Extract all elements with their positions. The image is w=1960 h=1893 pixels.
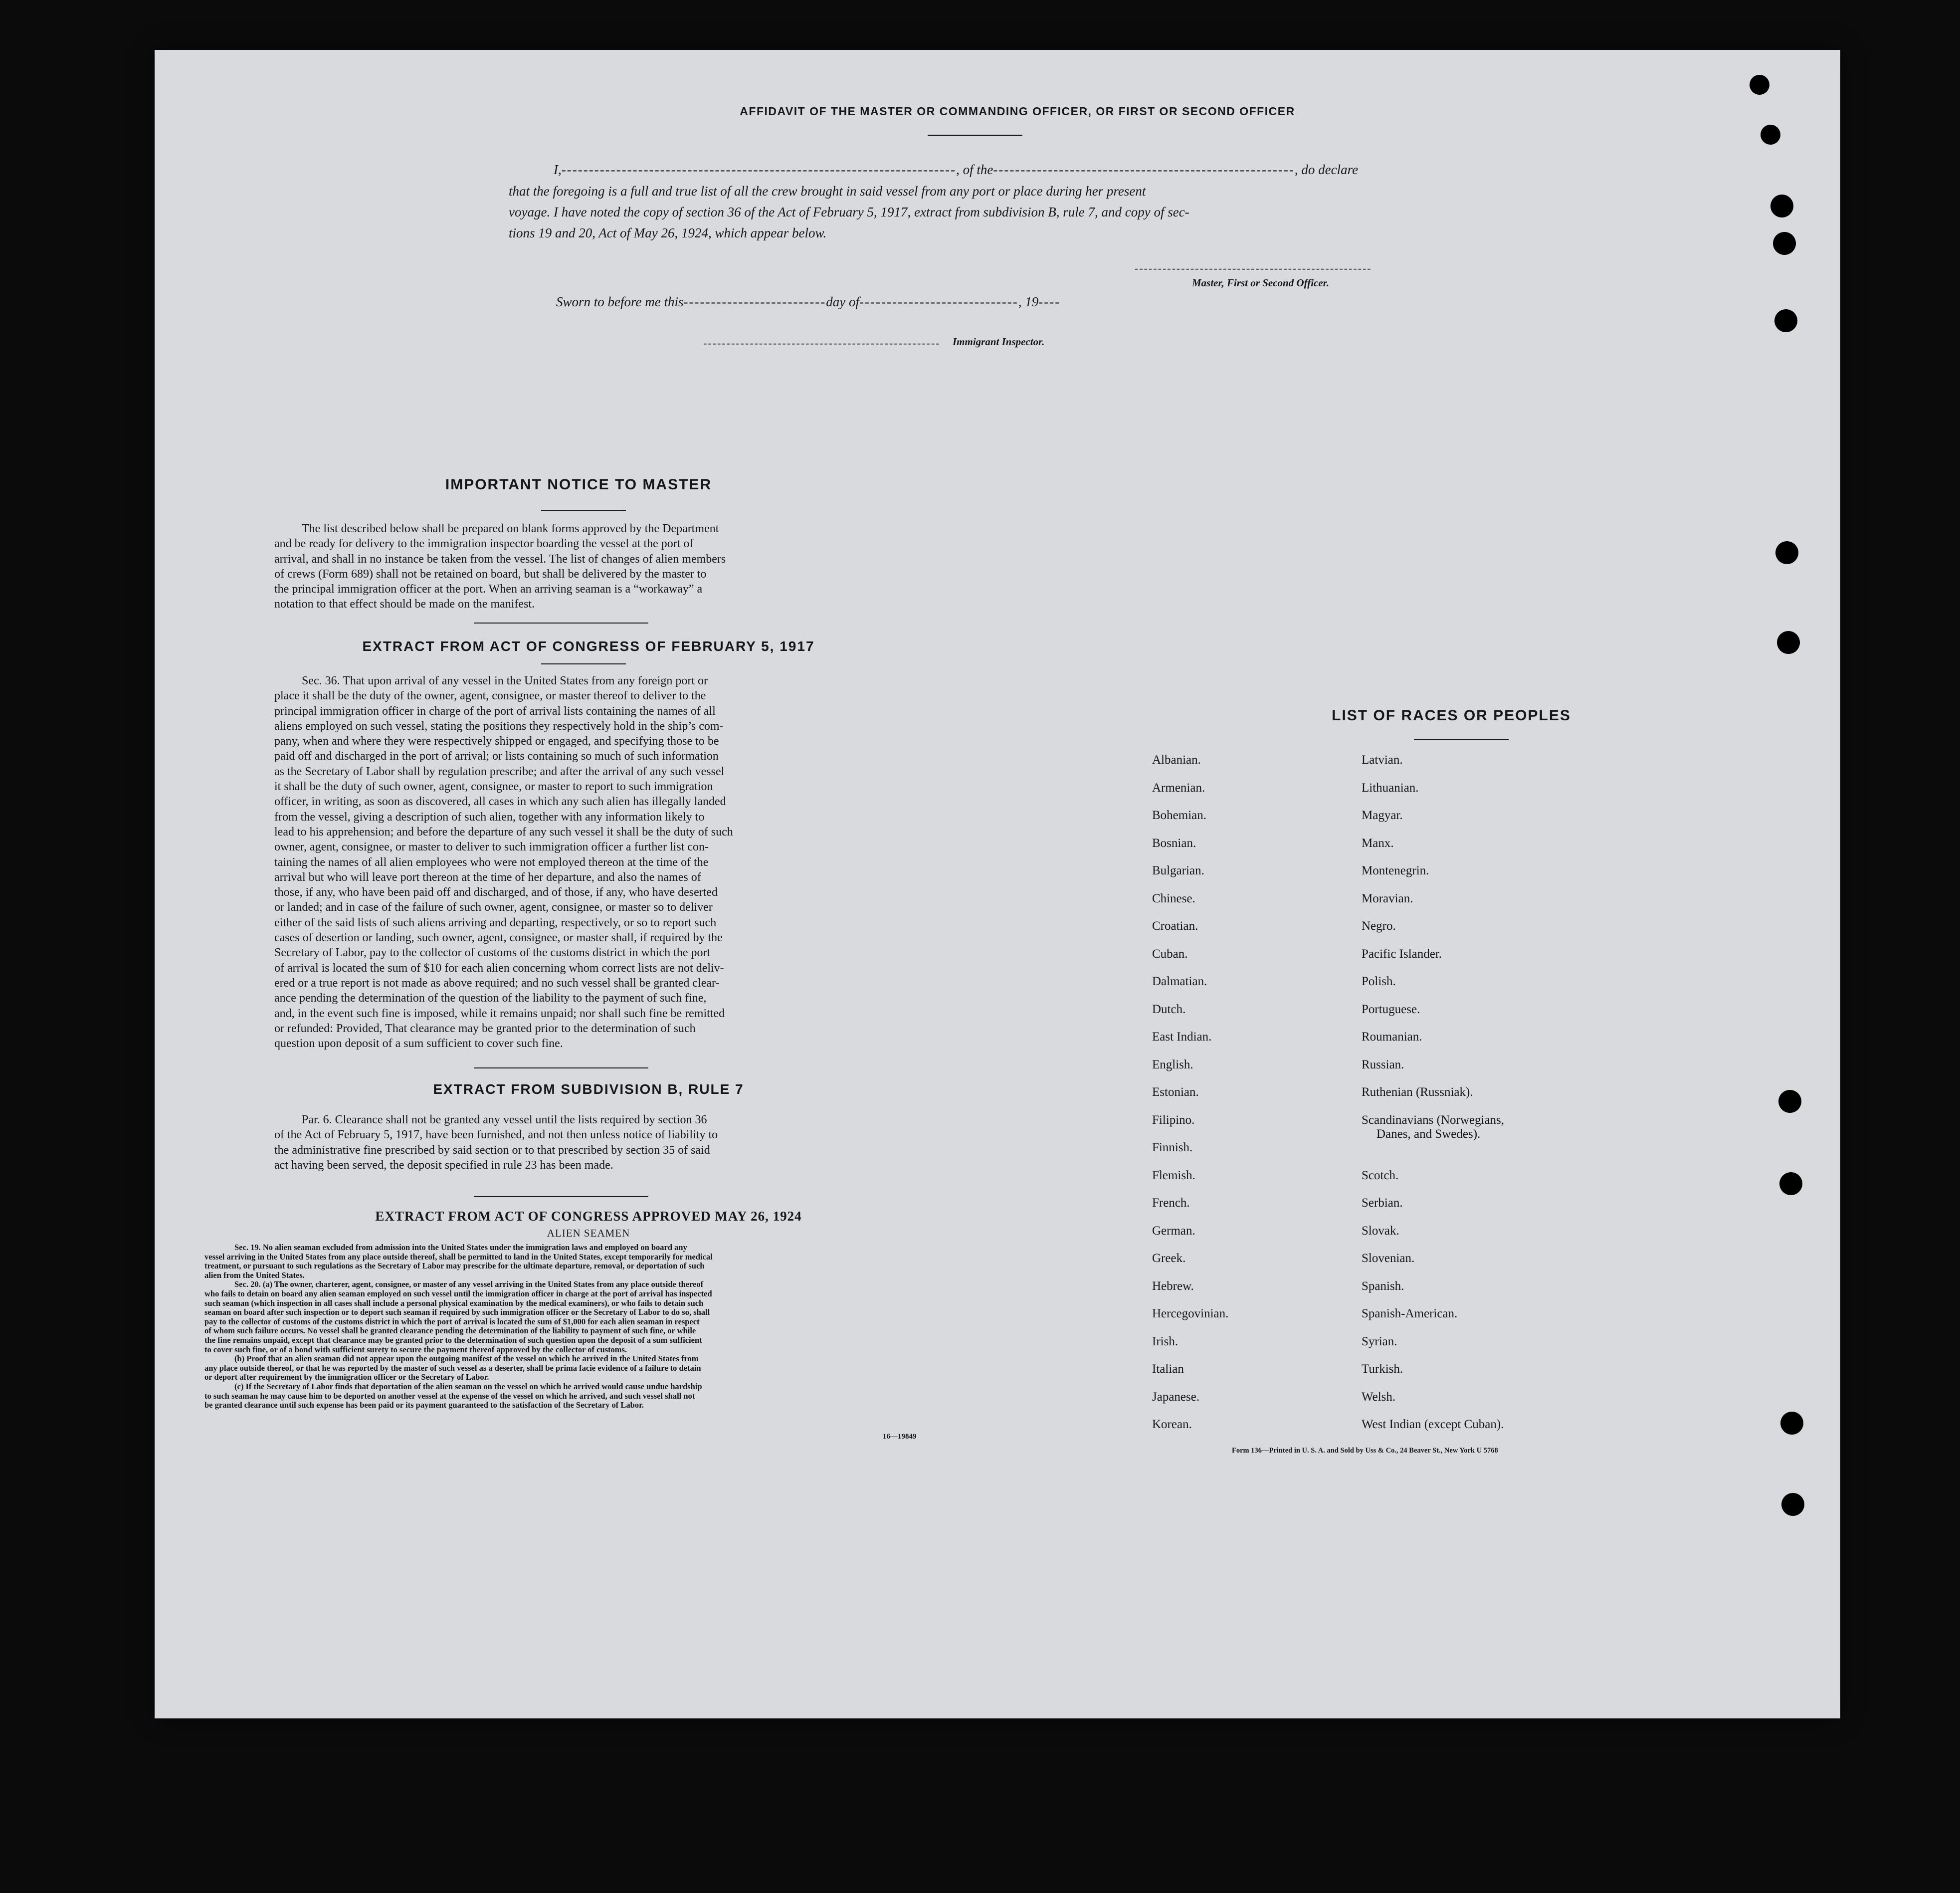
act-1917-line: aliens employed on such vessel, stating the positions they respectively hold in the ship’s com- — [274, 719, 724, 733]
race-item: Moravian. — [1362, 892, 1413, 905]
rule-7-line: act having been served, the deposit specified in rule 23 has been made. — [274, 1158, 613, 1172]
master-name-field: ------------------------------------------------------------------------ — [561, 162, 957, 177]
races-rule — [1414, 739, 1509, 740]
notice-text — [274, 521, 893, 612]
race-item: Hebrew. — [1152, 1279, 1194, 1293]
affidavit-heading: AFFIDAVIT OF THE MASTER OR COMMANDING OFFICER, OR FIRST OR SECOND OFFICER — [740, 105, 1295, 118]
races-heading: LIST OF RACES OR PEOPLES — [1332, 707, 1571, 724]
race-item: Negro. — [1362, 919, 1396, 933]
race-item: Hercegovinian. — [1152, 1307, 1229, 1320]
punch-hole — [1775, 541, 1798, 564]
race-item: Ruthenian (Russniak). — [1362, 1085, 1473, 1099]
race-item: Polish. — [1362, 975, 1396, 988]
act-1924-subheading: ALIEN SEAMEN — [547, 1227, 630, 1239]
affidavit-line-4: tions 19 and 20, Act of May 26, 1924, which appear below. — [509, 225, 827, 240]
affidavit-declare-label: , do declare — [1294, 162, 1359, 177]
race-item: East Indian. — [1152, 1030, 1212, 1044]
affidavit-line-2: that the foregoing is a full and true list of all the crew brought in said vessel from any port or place during her present — [509, 184, 1146, 199]
punch-hole — [1770, 195, 1793, 217]
act-1924-line: treatment, or pursuant to such regulations as the Secretary of Labor may prescribe for the ultimate departure, removal, or deportation of such — [204, 1261, 705, 1271]
race-item: Finnish. — [1152, 1141, 1193, 1154]
act-1917-line: paid off and discharged in the port of arrival; or lists containing so much of such information — [274, 750, 719, 763]
race-item: Slovak. — [1362, 1224, 1399, 1238]
race-item: Bulgarian. — [1152, 864, 1204, 877]
race-item: Filipino. — [1152, 1113, 1195, 1127]
race-item: Portuguese. — [1362, 1003, 1420, 1016]
master-signature-line: --------------------------------------------------- — [1135, 262, 1372, 274]
act-1917-line: ered or a true report is not made as above required; and no such vessel shall be granted clear- — [274, 976, 720, 990]
race-item: Croatian. — [1152, 919, 1198, 933]
punch-hole — [1778, 1090, 1801, 1113]
race-item: Scandinavians (Norwegians, — [1362, 1113, 1505, 1127]
affidavit-line-1 — [554, 162, 1501, 178]
vessel-name-field: ------------------------------------------------------- — [993, 162, 1295, 177]
race-item: Dalmatian. — [1152, 975, 1207, 988]
affidavit-rule — [928, 135, 1022, 136]
sworn-month-field: ----------------------------- — [859, 294, 1018, 309]
race-item: Armenian. — [1152, 781, 1205, 795]
punch-hole — [1781, 1493, 1804, 1516]
act-1924-line: vessel arriving in the United States from any place outside thereof, shall be permitted to land in the United States, except temporarily for medical — [204, 1252, 713, 1262]
act-1917-line: it shall be the duty of such owner, agent, consignee, or master to report to such immigration — [274, 780, 713, 794]
act-1924-text — [204, 1243, 928, 1410]
race-item: Bosnian. — [1152, 837, 1196, 850]
race-item: West Indian (except Cuban). — [1362, 1418, 1504, 1431]
act-1917-heading: EXTRACT FROM ACT OF CONGRESS OF FEBRUARY 5, 1917 — [362, 638, 815, 654]
race-item: Magyar. — [1362, 809, 1403, 822]
rule-7-text — [274, 1112, 893, 1173]
affidavit-line-3: voyage. I have noted the copy of section 36 of the Act of February 5, 1917, extract from subdivision B, rule 7, and copy of sec- — [509, 205, 1189, 219]
section-divider — [474, 623, 648, 624]
punch-hole — [1777, 631, 1800, 654]
document-sheet — [155, 50, 1840, 1718]
act-1917-text — [274, 673, 893, 1051]
punch-hole — [1779, 1172, 1802, 1195]
notice-line: notation to that effect should be made on the manifest. — [274, 598, 535, 611]
act-1917-line: arrival but who will leave port thereon at the time of her departure, and also the names of — [274, 870, 701, 884]
race-item: Danes, and Swedes). — [1376, 1127, 1481, 1141]
act-1924-line: Sec. 20. (a) The owner, charterer, agent, consignee, or master of any vessel arriving in the United States from any place outside thereof — [234, 1279, 704, 1289]
act-1924-line: pay to the collector of customs of the customs district in which the port of arrival is located the sum of $1,000 for each alien seaman in respect — [204, 1316, 700, 1326]
race-item: Turkish. — [1362, 1362, 1403, 1376]
act-1917-line: Secretary of Labor, pay to the collector of customs of the customs district in which the port — [274, 946, 711, 960]
act-1917-line: either of the said lists of such aliens arriving and departing, respectively, or so to report such — [274, 916, 717, 929]
race-item: Spanish-American. — [1362, 1307, 1458, 1320]
notice-line: the principal immigration officer at the port. When an arriving seaman is a “workaway” a — [274, 583, 703, 596]
act-1924-line: any place outside thereof, or that he was reported by the master of such vessel as a deserter, shall be prima facie evidence of a failure to detain — [204, 1363, 701, 1373]
act-1924-heading: EXTRACT FROM ACT OF CONGRESS APPROVED MAY 26, 1924 — [375, 1209, 802, 1224]
race-item: Japanese. — [1152, 1390, 1200, 1404]
affidavit-i-label: I, — [554, 162, 562, 177]
act-1924-line: of whom such failure occurs. No vessel shall be granted clearance pending the determination of the liability to payment of such fine, or while — [204, 1326, 696, 1336]
act-1917-line: of arrival is located the sum of $10 for each alien concerning whom correct lists are not deliv- — [274, 961, 724, 975]
act-1917-line: owner, agent, consignee, or master to deliver to such immigration officer a further list con- — [274, 841, 709, 854]
act-1917-rule — [541, 663, 626, 664]
printer-footer: Form 136—Printed in U. S. A. and Sold by Uss & Co., 24 Beaver St., New York U 5768 — [1232, 1447, 1498, 1455]
punch-hole — [1761, 125, 1780, 145]
notice-line: and be ready for delivery to the immigration inspector boarding the vessel at the port of — [274, 537, 694, 551]
race-item: Dutch. — [1152, 1003, 1186, 1016]
notice-rule — [541, 510, 626, 511]
race-item: Spanish. — [1362, 1279, 1404, 1293]
notice-line: arrival, and shall in no instance be taken from the vessel. The list of changes of alien members — [274, 552, 726, 566]
race-item: Estonian. — [1152, 1085, 1199, 1099]
act-1917-line: place it shall be the duty of the owner, agent, consignee, or master thereof to deliver to the — [274, 689, 706, 703]
act-1917-line: or landed; and in case of the failure of such owner, agent, consignee, or master so to deliver — [274, 901, 713, 914]
act-1917-line: those, if any, who have been paid off and discharged, and of those, if any, who have deserted — [274, 886, 718, 899]
act-1924-line: the fine remains unpaid, except that clearance may be granted prior to the determination of such question upon the deposit of a sum sufficient — [204, 1335, 702, 1345]
notice-heading: IMPORTANT NOTICE TO MASTER — [445, 476, 712, 493]
race-item: Manx. — [1362, 837, 1394, 850]
act-1924-line: be granted clearance until such expense has been paid or its payment guaranteed to the satisfaction of the Secretary of Labor. — [204, 1400, 644, 1410]
act-1917-line: cases of desertion or landing, such owner, agent, consignee, or master shall, if required by the — [274, 931, 723, 945]
act-1917-line: as the Secretary of Labor shall by regulation prescribe; and after the arrival of any such vessel — [274, 765, 725, 778]
act-1924-line: or deport after requirement by the immigration officer or the Secretary of Labor. — [204, 1372, 489, 1382]
act-1924-line: (c) If the Secretary of Labor finds that deportation of the alien seaman on the vessel on which he arrived would cause undue hardship — [234, 1381, 702, 1391]
act-1917-line: principal immigration officer in charge of the port of arrival lists containing the names of all — [274, 704, 716, 718]
act-1917-line: lead to his apprehension; and before the departure of any such vessel it shall be the duty of such — [274, 825, 733, 839]
rule-7-line: Par. 6. Clearance shall not be granted any vessel until the lists required by section 36 — [302, 1113, 707, 1126]
act-1924-line: (b) Proof that an alien seaman did not appear upon the outgoing manifest of the vessel on which he arrived in the United States from — [234, 1354, 699, 1364]
act-1924-line: alien from the United States. — [204, 1270, 305, 1280]
act-1924-line: who fails to detain on board any alien seaman employed on such vessel until the immigration officer in charge at the port of arrival has inspected — [204, 1288, 712, 1298]
race-item: Chinese. — [1152, 892, 1195, 905]
act-1917-line: question upon deposit of a sum sufficient to cover such fine. — [274, 1037, 563, 1051]
act-1917-line: and, in the event such fine is imposed, while it remains unpaid; nor shall such fine be remitted — [274, 1007, 725, 1020]
notice-line: of crews (Form 689) shall not be retained on board, but shall be delivered by the master to — [274, 567, 707, 581]
act-1917-line: taining the names of all alien employees who were not employed thereon at the time of the — [274, 855, 709, 869]
act-1917-line: pany, when and where they were respectively shipped or engaged, and specifying those to be — [274, 735, 719, 748]
race-item: Bohemian. — [1152, 809, 1207, 822]
race-item: Scotch. — [1362, 1169, 1399, 1182]
rule-7-heading: EXTRACT FROM SUBDIVISION B, RULE 7 — [433, 1081, 744, 1097]
section-divider — [474, 1067, 648, 1068]
act-1917-line: officer, in writing, as soon as discovered, all cases in which any such alien has illegally landed — [274, 795, 726, 809]
day-of-label: day of — [826, 294, 860, 309]
race-item: Flemish. — [1152, 1169, 1195, 1182]
punch-hole — [1750, 75, 1769, 95]
sworn-day-field: -------------------------- — [683, 294, 826, 309]
race-item: Serbian. — [1362, 1196, 1403, 1210]
punch-hole — [1780, 1412, 1803, 1435]
sworn-label: Sworn to before me this — [556, 294, 684, 309]
race-item: French. — [1152, 1196, 1190, 1210]
race-item: Syrian. — [1362, 1335, 1397, 1348]
race-item: Korean. — [1152, 1418, 1192, 1431]
punch-hole — [1774, 309, 1797, 332]
race-item: Lithuanian. — [1362, 781, 1419, 795]
race-item: German. — [1152, 1224, 1195, 1238]
act-1917-line: Sec. 36. That upon arrival of any vessel in the United States from any foreign port or — [302, 674, 708, 687]
race-item: Slovenian. — [1362, 1252, 1415, 1265]
race-item: Montenegrin. — [1362, 864, 1429, 877]
act-1917-line: from the vessel, giving a description of such alien, together with any information likely to — [274, 810, 705, 824]
race-item: Roumanian. — [1362, 1030, 1422, 1044]
act-1924-line: Sec. 19. No alien seaman excluded from admission into the United States under the immigration laws and employed on board any — [234, 1243, 687, 1252]
act-1924-line: seaman on board after such inspection or to deport such seaman if required by such immigration officer or the Secretary of Labor to do so, shall — [204, 1307, 710, 1317]
inspector-signature-line: --------------------------------------------------- — [703, 337, 941, 349]
form-code: 16—19849 — [883, 1433, 917, 1441]
race-item: English. — [1152, 1058, 1193, 1071]
act-1917-line: or refunded: Provided, That clearance may be granted prior to the determination of such — [274, 1022, 696, 1035]
race-item: Greek. — [1152, 1252, 1186, 1265]
affidavit-of-the-label: , of the — [956, 162, 993, 177]
race-item: Russian. — [1362, 1058, 1404, 1071]
race-item: Welsh. — [1362, 1390, 1396, 1404]
rule-7-line: of the Act of February 5, 1917, have been furnished, and not then unless notice of liability to — [274, 1128, 718, 1142]
race-item: Irish. — [1152, 1335, 1178, 1348]
year-label: , 19 — [1018, 294, 1039, 309]
act-1917-line: ance pending the determination of the question of the liability to the payment of such fine, — [274, 992, 707, 1005]
sworn-line — [556, 294, 1060, 310]
race-item: Albanian. — [1152, 753, 1201, 767]
act-1924-line: such seaman (which inspection in all cases shall include a personal physical examination by the medical examiners), or who fails to detain such — [204, 1298, 704, 1308]
punch-hole — [1773, 232, 1796, 255]
act-1924-line: to such seaman he may cause him to be deported on another vessel at the expense of the vessel on which he arrived, and such vessel shall not — [204, 1391, 695, 1401]
section-divider — [474, 1196, 648, 1197]
rule-7-line: the administrative fine prescribed by said section or to that prescribed by section 35 of said — [274, 1143, 710, 1157]
race-item: Pacific Islander. — [1362, 947, 1442, 961]
race-item: Latvian. — [1362, 753, 1403, 767]
notice-line: The list described below shall be prepared on blank forms approved by the Department — [302, 522, 719, 535]
inspector-signature-label: Immigrant Inspector. — [953, 336, 1045, 348]
race-item: Italian — [1152, 1362, 1184, 1376]
race-item: Cuban. — [1152, 947, 1188, 961]
sworn-year-field: ---- — [1038, 294, 1061, 309]
master-signature-label: Master, First or Second Officer. — [1192, 277, 1329, 289]
act-1924-line: to cover such fine, or of a bond with sufficient surety to secure the payment thereof approved by the collector of customs. — [204, 1344, 627, 1354]
